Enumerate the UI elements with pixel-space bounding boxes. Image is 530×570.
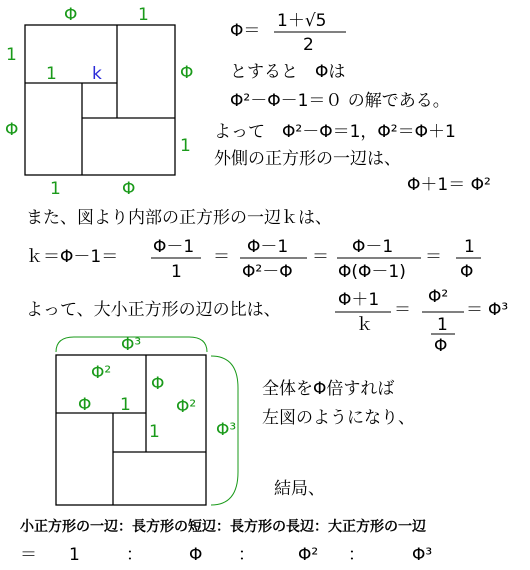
definition-line-4: よって Φ²－Φ＝1，Φ²＝Φ＋1 <box>214 122 456 142</box>
fraction-2-numerator: Φ－1 <box>247 237 289 257</box>
summary-value-2: Φ <box>189 545 203 565</box>
right-one-label: 1 <box>180 136 191 156</box>
summary-colon-1: ： <box>126 545 143 565</box>
fraction-2-denominator: Φ²－Φ <box>242 262 293 282</box>
ratio-derivation <box>26 287 508 356</box>
left-one-label: 1 <box>6 45 17 65</box>
big-outer-square <box>56 355 206 505</box>
equals-1: ＝ <box>213 247 230 267</box>
definition-line-2: とすると Φは <box>230 62 346 82</box>
ratio-1-denominator: ｋ <box>356 315 373 335</box>
definition-line-3: Φ²－Φ－1＝０ の解である。 <box>230 91 450 111</box>
fraction-3-numerator: Φ－1 <box>352 237 394 257</box>
inner-k-label: k <box>92 64 102 84</box>
summary-colon-3: ： <box>348 545 365 565</box>
big-phi2-right-label: Φ² <box>176 397 197 417</box>
ratio-equals-1: ＝ <box>394 300 411 320</box>
right-phi-label: Φ <box>180 63 194 83</box>
ratio-1-numerator: Φ＋1 <box>338 290 380 310</box>
scale-line-2: 左図のようになり、 <box>262 408 415 428</box>
scale-line-1: 全体をΦ倍すれば <box>262 379 395 399</box>
big-right-phi3-label: Φ³ <box>216 420 237 440</box>
big-inner-phi-label: Φ <box>78 395 92 415</box>
equals-2: ＝ <box>312 247 329 267</box>
big-inner-one-label: 1 <box>120 395 131 415</box>
summary-value-3: Φ² <box>298 545 319 565</box>
phi-numerator: 1＋√5 <box>277 11 327 31</box>
ratio-2-inner-numerator: 1 <box>437 315 448 335</box>
summary-value-1: 1 <box>69 545 80 565</box>
big-phi2-upper-label: Φ² <box>91 363 112 383</box>
fraction-4-denominator: Φ <box>460 262 474 282</box>
bottom-phi-label: Φ <box>122 179 136 199</box>
fraction-3-denominator: Φ(Φ－1) <box>338 262 406 282</box>
ratio-equals-2: ＝ <box>466 300 483 320</box>
top-phi-label: Φ <box>64 5 78 25</box>
bottom-one-label: 1 <box>50 179 61 199</box>
scale-explanation <box>262 379 415 499</box>
ratio-2-inner-denominator: Φ <box>434 336 448 356</box>
phi-denominator: 2 <box>303 35 314 55</box>
ratio-result: Φ³ <box>488 300 509 320</box>
top-square-diagram <box>5 5 193 199</box>
k-intro: また、図より内部の正方形の一辺ｋは、 <box>26 208 332 228</box>
k-equals: ｋ＝Φ－1＝ <box>26 247 119 267</box>
fraction-4-numerator: 1 <box>464 237 475 257</box>
fraction-1-denominator: 1 <box>171 262 182 282</box>
definition-line-5: 外側の正方形の一辺は、 <box>214 149 401 169</box>
big-top-phi3-label: Φ³ <box>121 335 142 355</box>
ratio-2-numerator: Φ² <box>428 287 449 307</box>
definition-line-6: Φ＋1＝ Φ² <box>407 175 491 195</box>
summary-equals: ＝ <box>20 545 37 565</box>
phi-equals: Φ＝ <box>230 21 261 41</box>
left-phi-label: Φ <box>5 120 19 140</box>
scale-line-3: 結局、 <box>274 479 325 499</box>
big-inner-one-b-label: 1 <box>149 422 160 442</box>
inner-one-label: 1 <box>46 64 57 84</box>
k-derivation <box>26 208 481 282</box>
equals-3: ＝ <box>425 247 442 267</box>
summary-value-4: Φ³ <box>412 545 433 565</box>
summary <box>20 518 432 565</box>
top-one-label: 1 <box>138 5 149 25</box>
phi-definition <box>214 11 491 195</box>
fraction-1-numerator: Φ－1 <box>153 237 195 257</box>
outer-square <box>25 25 175 175</box>
summary-colon-2: ： <box>238 545 255 565</box>
summary-header: 小正方形の一辺：長方形の短辺：長方形の長辺：大正方形の一辺 <box>20 519 426 535</box>
big-phi-label: Φ <box>151 374 165 394</box>
bottom-square-diagram <box>56 335 238 505</box>
ratio-intro: よって、大小正方形の辺の比は、 <box>26 300 281 320</box>
